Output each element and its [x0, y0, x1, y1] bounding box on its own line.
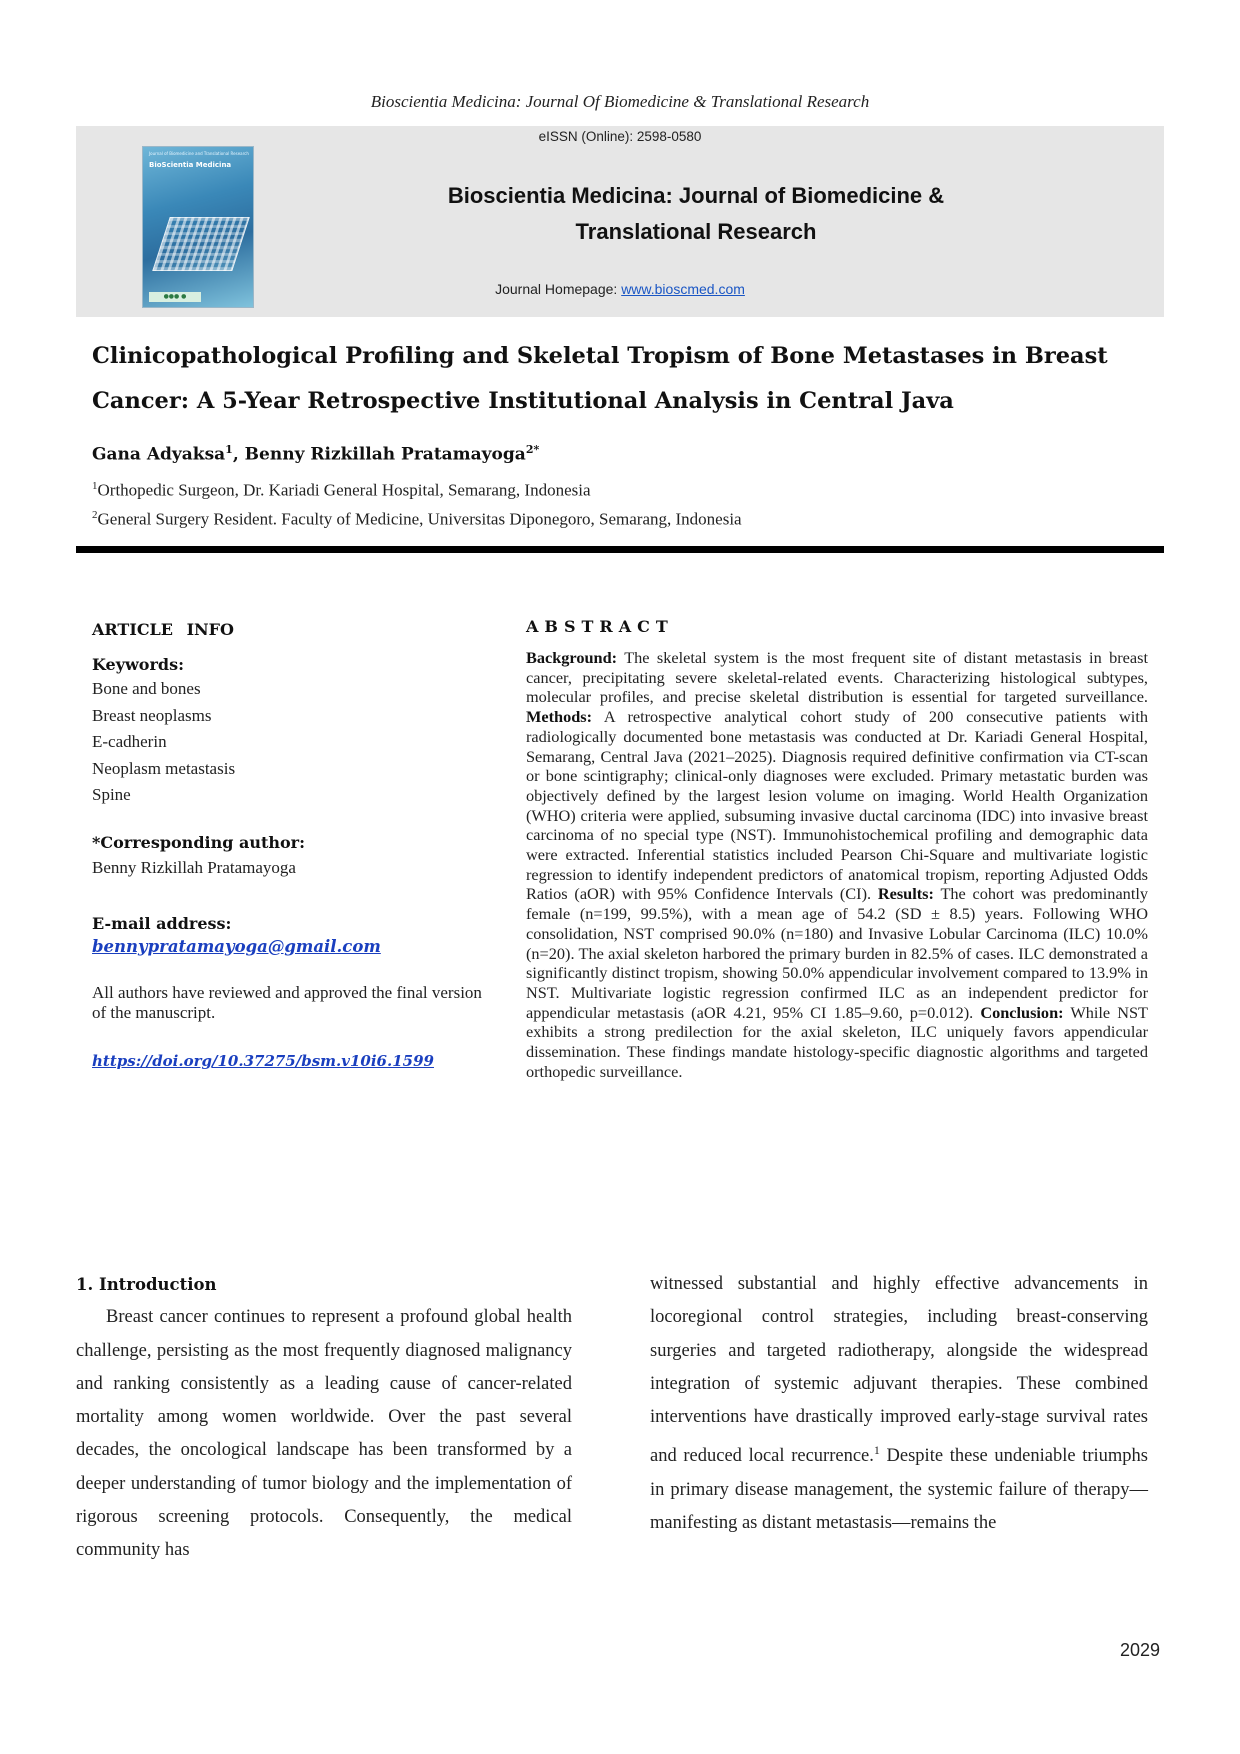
keywords-list [92, 676, 492, 809]
corresponding-author: Benny Rizkillah Pratamayoga [92, 857, 296, 877]
article-info-heading: ARTICLE INFO [92, 620, 234, 639]
article-info [92, 620, 492, 1071]
email-label: E-mail address: [92, 913, 232, 933]
affiliation-1: $^1$Orthopedic Surgeon, Dr. Kariadi General Hospital, Semarang, Indonesia [92, 480, 591, 500]
article-title: Clinicopathological Profiling and Skeletal Tropism of Bone Metastases in Breast Cancer: A 5-Year Retrospective Institutional Analysis in Central Java [92, 343, 1108, 414]
affiliation-2: $^2$General Surgery Resident. Faculty of Medicine, Universitas Diponegoro, Semarang, Indonesia [92, 509, 742, 529]
keyword-item: Bone and bones [92, 679, 201, 698]
abstract-heading: ABSTRACT [526, 617, 674, 636]
journal-banner [76, 126, 1164, 317]
abstract [526, 617, 1148, 1081]
introduction-paragraph: Breast cancer continues to represent a profound global health challenge, persisting as the most frequently diagnosed malignancy and ranking consistently as a leading cause of cancer-related mortality among women worldwide. Over the past several decades, the oncological landscape has been transformed by a deeper understanding of tumor biology and the implementation of rigorous screening protocols. Consequently, the medical community has [76, 1307, 572, 1561]
section-heading: 1. Introduction [76, 1275, 217, 1294]
introduction-right-column: witnessed substantial and highly effective advancements in locoregional control strategies, including breast-conserving surgeries and targeted radiotherapy, alongside the widespread integration of systemic adjuvant therapies. These combined interventions have drastically improved early-stage survival rates and reduced local recurrence.$^1$ Despite these undeniable triumphs in primary disease management, the systemic failure of therapy—manifesting as distant metastasis—remains the [650, 1274, 1149, 1534]
journal-homepage: Journal Homepage: www.bioscmed.com [495, 281, 745, 297]
approval-note: All authors have reviewed and approved the final version of the manuscript. [92, 982, 482, 1022]
keyword-item: E-cadherin [92, 732, 167, 751]
eissn: eISSN (Online): 2598-0580 [538, 129, 702, 144]
email-link[interactable]: bennypratamayoga@gmail.com [92, 936, 381, 956]
corresponding-label: *Corresponding author: [92, 832, 305, 852]
keywords-label: Keywords: [92, 655, 185, 674]
abstract-body: Background: The skeletal system is the most frequent site of distant metastasis in breast cancer, precipitating severe skeletal-related events. Characterizing histological subtypes, molecular profiles, and precise skeletal distribution is essential for targeted surveillance. Methods: A retrospective analytical cohort study of 200 consecutive patients with radiologically documented bone metastasis was conducted at Dr. Kariadi General Hospital, Semarang, Central Java (2021–2025). Diagnosis required definitive confirmation via CT-scan or bone scintigraphy; clinical-only diagnoses were excluded. Primary metastatic burden was objectively defined by the largest lesion volume on imaging. World Health Organization (WHO) criteria were applied, subsuming invasive ductal carcinoma (IDC) into invasive breast carcinoma of no special type (NST). Immunohistochemical profiling and demographic data were extracted. Inferential statistics included Pearson Chi-Square and multivariate logistic regression to identify independent predictors of anatomical tropism, reporting Adjusted Odds Ratios (aOR) with 95% Confidence Intervals (CI). Results: The cohort was predominantly female (n=199, 99.5%), with a mean age of 54.2 (SD ± 8.5) years. Following WHO consolidation, NST comprised 90.0% (n=180) and Invasive Lobular Carcinoma (ILC) 10.0% (n=20). The axial skeleton harbored the primary burden in 82.5% of cases. ILC demonstrated a significantly distinct tropism, showing 50.0% appendicular involvement compared to 13.9% in NST. Multivariate logistic regression confirmed ILC as an independent predictor for appendicular metastasis (aOR 4.21, 95% CI 1.85–9.60, p=0.012). Conclusion: While NST exhibits a strong predilection for the axial skeleton, ILC uniquely favors appendicular dissemination. These findings mandate histology-specific diagnostic algorithms and targeted orthopedic surveillance. [526, 648, 1149, 1081]
keyword-item: Neoplasm metastasis [92, 758, 236, 778]
running-head: Bioscientia Medicina: Journal Of Biomedicine & Translational Research [370, 92, 870, 111]
journal-cover-image: Journal of Biomedicine and Translational Research BioScientia Medicina ●●● ● [143, 147, 253, 307]
journal-title: Bioscientia Medicina: Journal of Biomedicine & Translational Research [447, 183, 945, 244]
keyword-item: Breast neoplasms [92, 705, 212, 725]
doi-link[interactable]: https://doi.org/10.37275/bsm.v10i6.1599 [92, 1051, 434, 1070]
keyword-item: Spine [92, 785, 131, 804]
introduction-left-column [76, 1268, 572, 1568]
authors: Gana Adyaksa$^1$, Benny Rizkillah Pratamayoga$^{2*}$ [92, 443, 540, 465]
page-number: 2029 [1119, 1640, 1160, 1660]
homepage-link[interactable]: www.bioscmed.com [621, 281, 745, 297]
header-divider [76, 546, 1164, 553]
